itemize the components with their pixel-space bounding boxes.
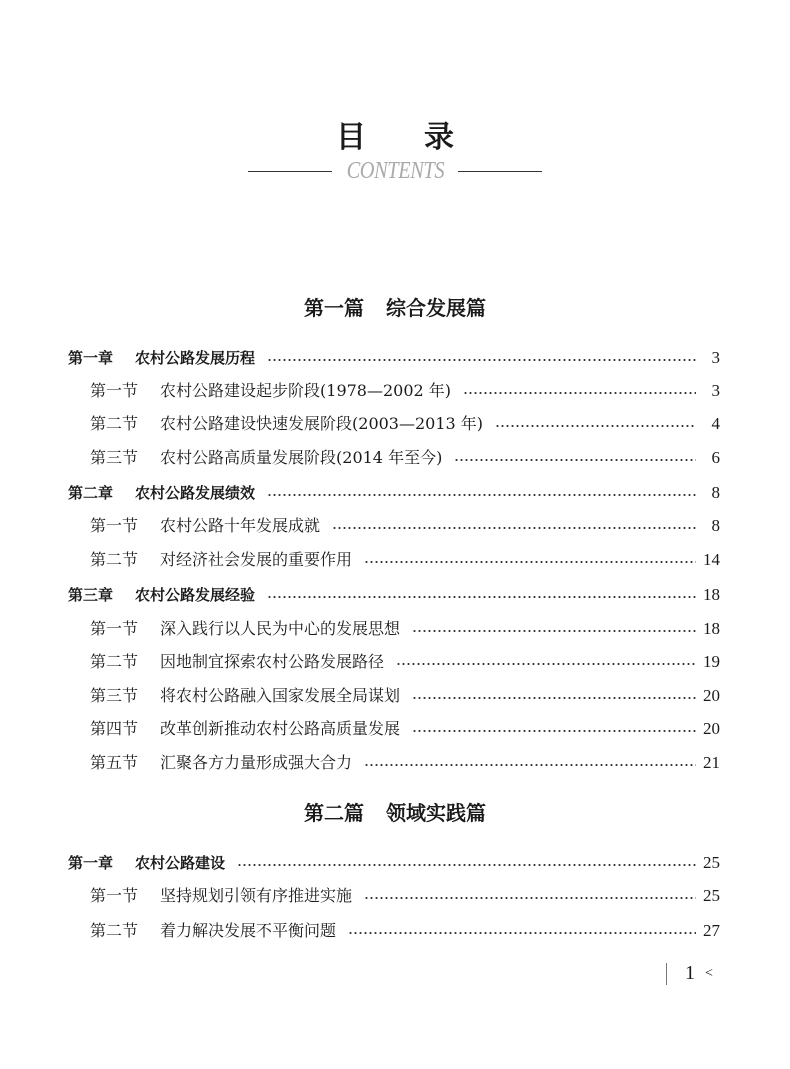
entry-number: 第五节 bbox=[90, 753, 139, 772]
entry-number: 第一节 bbox=[90, 619, 139, 638]
entry-title: 农村公路十年发展成就 bbox=[160, 516, 321, 535]
dot-leader bbox=[348, 931, 696, 935]
divider bbox=[666, 963, 667, 985]
entry-page: 20 bbox=[703, 719, 720, 738]
title-char: 目 bbox=[336, 120, 366, 155]
toc-section-entry[interactable] bbox=[90, 917, 720, 941]
dot-leader bbox=[364, 763, 696, 767]
subtitle-text: CONTENTS bbox=[346, 158, 444, 184]
entry-title: 汇聚各方力量形成强大合力 bbox=[160, 753, 353, 772]
entry-title: 农村公路高质量发展阶段(2014 年至今) bbox=[160, 448, 443, 467]
toc-chapter-entry[interactable] bbox=[68, 849, 720, 873]
dot-leader bbox=[267, 595, 696, 599]
entry-title: 农村公路建设快速发展阶段(2003—2013 年) bbox=[160, 414, 484, 433]
dot-leader bbox=[267, 493, 696, 497]
entry-page: 18 bbox=[703, 585, 720, 604]
entry-page: 21 bbox=[703, 753, 720, 772]
entry-title: 坚持规划引领有序推进实施 bbox=[160, 886, 353, 905]
entry-number: 第一章 bbox=[68, 854, 114, 872]
entry-title: 农村公路发展经验 bbox=[135, 586, 256, 604]
entry-title: 着力解决发展不平衡问题 bbox=[160, 921, 337, 940]
part-heading bbox=[0, 292, 790, 321]
entry-title: 农村公路发展历程 bbox=[135, 349, 256, 367]
entry-number: 第三节 bbox=[90, 686, 139, 705]
title-char: 录 bbox=[424, 120, 454, 155]
dot-leader bbox=[454, 458, 696, 462]
entry-number: 第二节 bbox=[90, 652, 139, 671]
toc-section-entry[interactable] bbox=[90, 715, 720, 739]
entry-page: 25 bbox=[703, 886, 720, 905]
toc-section-entry[interactable] bbox=[90, 444, 720, 468]
dot-leader bbox=[412, 629, 696, 633]
entry-title: 农村公路建设起步阶段(1978—2002 年) bbox=[160, 381, 452, 400]
entry-page: 8 bbox=[711, 483, 720, 502]
entry-title: 农村公路建设 bbox=[135, 854, 226, 872]
entry-page: 19 bbox=[703, 652, 720, 671]
entry-page: 18 bbox=[703, 619, 720, 638]
dot-leader bbox=[364, 560, 696, 564]
entry-page: 14 bbox=[703, 550, 720, 569]
divider bbox=[248, 171, 332, 173]
toc-section-entry[interactable] bbox=[90, 682, 720, 706]
toc-section-entry[interactable] bbox=[90, 512, 720, 536]
arrow-icon: < bbox=[705, 965, 713, 981]
toc-chapter-entry[interactable] bbox=[68, 344, 720, 368]
toc-chapter-entry[interactable] bbox=[68, 581, 720, 605]
entry-number: 第三节 bbox=[90, 448, 139, 467]
entry-title: 对经济社会发展的重要作用 bbox=[160, 550, 353, 569]
entry-number: 第四节 bbox=[90, 719, 139, 738]
dot-leader bbox=[396, 662, 696, 666]
dot-leader bbox=[364, 896, 696, 900]
entry-title: 因地制宜探索农村公路发展路径 bbox=[160, 652, 385, 671]
toc-section-entry[interactable] bbox=[90, 546, 720, 570]
entry-number: 第三章 bbox=[68, 586, 114, 604]
entry-number: 第二节 bbox=[90, 921, 139, 940]
entry-page: 3 bbox=[711, 381, 720, 400]
entry-number: 第一章 bbox=[68, 349, 114, 367]
toc-section-entry[interactable] bbox=[90, 377, 720, 401]
toc-section-entry[interactable] bbox=[90, 882, 720, 906]
entry-title: 改革创新推动农村公路高质量发展 bbox=[160, 719, 401, 738]
entry-number: 第一节 bbox=[90, 516, 139, 535]
entry-page: 8 bbox=[711, 516, 720, 535]
dot-leader bbox=[237, 863, 696, 867]
page-folio bbox=[666, 962, 713, 985]
toc-section-entry[interactable] bbox=[90, 749, 720, 773]
entry-number: 第一节 bbox=[90, 381, 139, 400]
toc-title bbox=[0, 112, 790, 156]
entry-page: 25 bbox=[703, 853, 720, 872]
entry-title: 农村公路发展绩效 bbox=[135, 484, 256, 502]
divider bbox=[458, 171, 542, 173]
entry-title: 将农村公路融入国家发展全局谋划 bbox=[160, 686, 401, 705]
part-heading bbox=[0, 797, 790, 826]
entry-number: 第二章 bbox=[68, 484, 114, 502]
part-name: 领域实践篇 bbox=[386, 801, 486, 825]
dot-leader bbox=[412, 696, 696, 700]
page-number: 1 bbox=[685, 962, 695, 984]
entry-page: 3 bbox=[711, 348, 720, 367]
entry-page: 6 bbox=[711, 448, 720, 467]
toc-section-entry[interactable] bbox=[90, 615, 720, 639]
contents-subtitle bbox=[0, 158, 790, 185]
part-number: 第二篇 bbox=[304, 801, 364, 825]
entry-title: 深入践行以人民为中心的发展思想 bbox=[160, 619, 401, 638]
toc-section-entry[interactable] bbox=[90, 410, 720, 434]
dot-leader bbox=[495, 424, 696, 428]
entry-page: 4 bbox=[711, 414, 720, 433]
dot-leader bbox=[463, 391, 696, 395]
dot-leader bbox=[267, 358, 696, 362]
part-name: 综合发展篇 bbox=[386, 296, 486, 320]
toc-chapter-entry[interactable] bbox=[68, 479, 720, 503]
entry-page: 27 bbox=[703, 921, 720, 940]
entry-number: 第二节 bbox=[90, 550, 139, 569]
dot-leader bbox=[412, 729, 696, 733]
part-number: 第一篇 bbox=[304, 296, 364, 320]
entry-number: 第一节 bbox=[90, 886, 139, 905]
toc-section-entry[interactable] bbox=[90, 648, 720, 672]
entry-page: 20 bbox=[703, 686, 720, 705]
dot-leader bbox=[332, 526, 696, 530]
entry-number: 第二节 bbox=[90, 414, 139, 433]
